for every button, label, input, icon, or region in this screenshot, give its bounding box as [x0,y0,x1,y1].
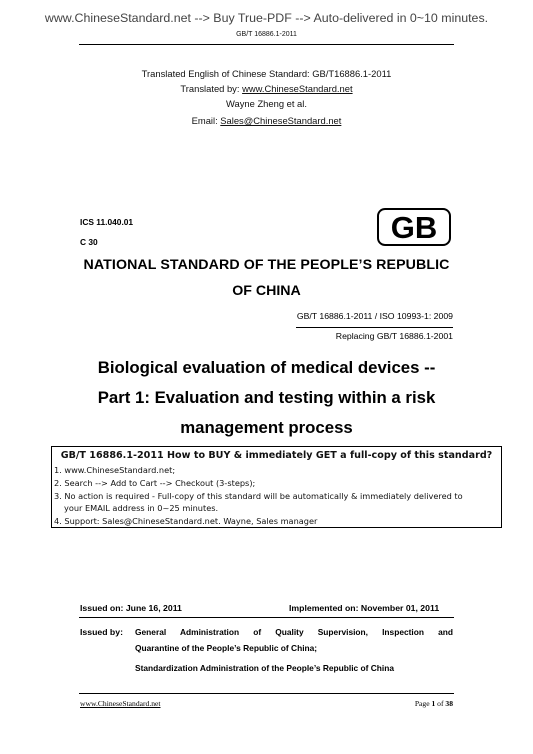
purchase-step-1: 1. www.ChineseStandard.net; [54,465,176,475]
purchase-box-title: GB/T 16886.1-2011 How to BUY & immediately GET a full-copy of this standard? [60,450,493,461]
page-label: Page [414,699,432,708]
translated-standard-line: Translated English of Chinese Standard: GB/T16886.1-2011 [141,68,392,79]
purchase-step-3-continued: your EMAIL address in 0~25 minutes. [64,503,219,513]
implemented-on-date: Implemented on: November 01, 2011 [289,603,440,613]
national-standard-title-line1: NATIONAL STANDARD OF THE PEOPLE’S REPUBLIC [83,257,450,273]
issuer-2: Standardization Administration of the People’s Republic of China [135,663,395,673]
purchase-step-3: 3. No action is required - Full-copy of this standard will be automatically & immediately delivered to [54,491,463,501]
ccs-code: C 30 [80,237,98,247]
page-separator: of [435,699,446,708]
replacing-standard: Replacing GB/T 16886.1-2001 [335,331,453,341]
translated-by-line [0,83,533,94]
translated-by-label: Translated by: [180,83,243,94]
ics-code: ICS 11.040.01 [80,217,134,227]
document-title-line3: management process [180,418,353,437]
issuer-1-line1: General Administration of Quality Supervision, Inspection and [135,627,453,637]
page-current: 1 [431,699,436,708]
email-label: Email: [191,115,221,126]
email-line [0,115,533,126]
document-title-line2: Part 1: Evaluation and testing within a risk [97,388,436,407]
header-divider [79,44,454,45]
purchase-info-box [51,446,502,528]
gb-logo-icon [377,208,451,246]
top-banner: www.ChineseStandard.net --> Buy True-PDF --> Auto-delivered in 0~10 minutes. [44,11,489,25]
footer-website-link[interactable]: www.ChineseStandard.net [80,699,161,708]
standard-number: GB/T 16886.1-2011 / ISO 10993-1: 2009 [296,311,453,321]
document-title-line1: Biological evaluation of medical devices -- [97,358,436,377]
purchase-step-2: 2. Search --> Add to Cart --> Checkout (3-steps); [54,478,256,488]
purchase-step-4: 4. Support: Sales@ChineseStandard.net. Wayne, Sales manager [54,516,318,526]
footer-divider [79,693,454,694]
national-standard-title-line2: OF CHINA [232,283,301,299]
translator-website-link[interactable]: www.ChineseStandard.net [242,83,353,94]
issued-on-date: Issued on: June 16, 2011 [80,603,182,613]
page-number [415,699,453,708]
issuer-1-line2: Quarantine of the People’s Republic of China; [135,643,318,653]
page-total: 38 [445,699,453,708]
issue-date-divider [79,617,454,618]
standard-number-divider [296,327,453,328]
email-link[interactable]: Sales@ChineseStandard.net [220,115,342,126]
header-standard-code: GB/T 16886.1-2011 [236,31,297,38]
issued-by-label: Issued by: [80,627,123,637]
gb-logo-text: GB [390,210,438,245]
translator-names: Wayne Zheng et al. [226,98,307,109]
